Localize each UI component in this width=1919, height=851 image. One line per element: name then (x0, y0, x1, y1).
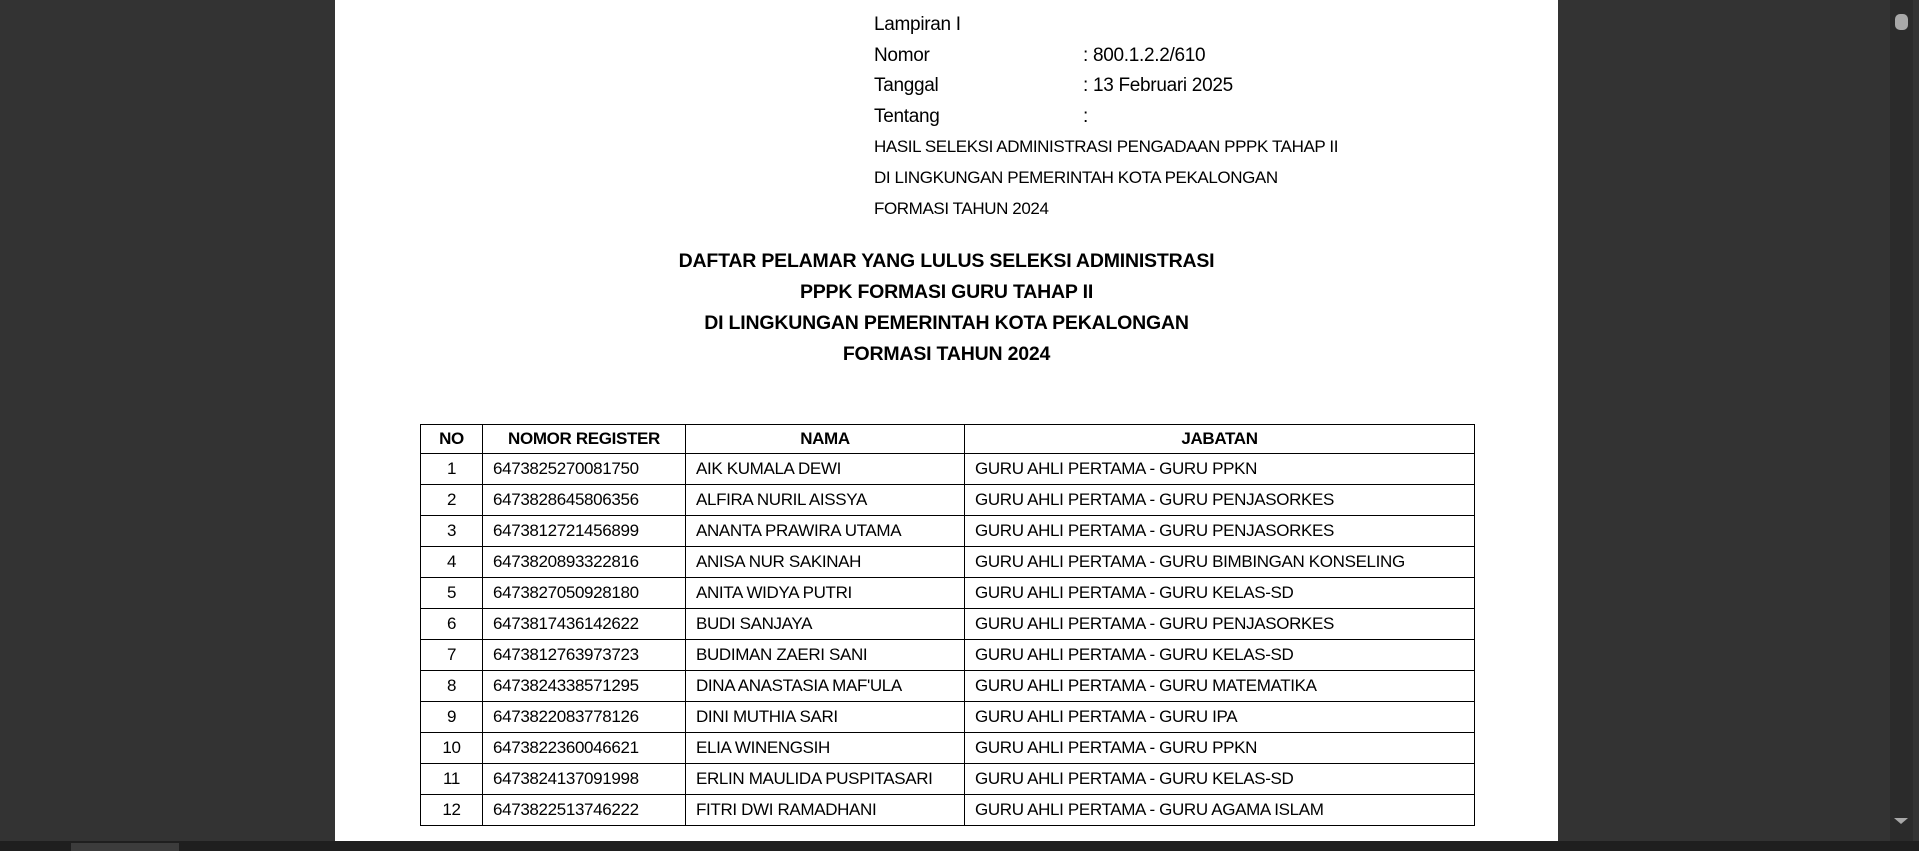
cell-nomor-register: 6473822083778126 (483, 702, 686, 733)
table-row (421, 671, 1475, 702)
cell-jabatan: GURU AHLI PERTAMA - GURU KELAS-SD (965, 640, 1475, 671)
cell-jabatan: GURU AHLI PERTAMA - GURU BIMBINGAN KONSELING (965, 547, 1475, 578)
cell-no: 3 (421, 516, 483, 547)
tentang-value: : (1083, 105, 1088, 127)
table-row (421, 764, 1475, 795)
cell-no: 10 (421, 733, 483, 764)
cell-jabatan: GURU AHLI PERTAMA - GURU PENJASORKES (965, 516, 1475, 547)
cell-jabatan: GURU AHLI PERTAMA - GURU PENJASORKES (965, 609, 1475, 640)
col-nomor-register: NOMOR REGISTER (483, 425, 686, 454)
cell-jabatan: GURU AHLI PERTAMA - GURU KELAS-SD (965, 578, 1475, 609)
cell-nama: AIK KUMALA DEWI (686, 454, 965, 485)
cell-no: 12 (421, 795, 483, 826)
horizontal-scrollbar[interactable] (0, 841, 1919, 851)
cell-nomor-register: 6473812763973723 (483, 640, 686, 671)
title-line: FORMASI TAHUN 2024 (842, 343, 1051, 365)
table-row (421, 733, 1475, 764)
cell-nama: ANANTA PRAWIRA UTAMA (686, 516, 965, 547)
nomor-label: Nomor (874, 44, 930, 66)
table-header-row (421, 425, 1475, 454)
cell-jabatan: GURU AHLI PERTAMA - GURU KELAS-SD (965, 764, 1475, 795)
cell-nama: DINI MUTHIA SARI (686, 702, 965, 733)
col-jabatan: JABATAN (965, 425, 1475, 454)
table-row (421, 795, 1475, 826)
pdf-page (335, 0, 1558, 841)
col-no: NO (421, 425, 483, 454)
scroll-down-arrow-icon[interactable] (1894, 818, 1908, 824)
cell-no: 9 (421, 702, 483, 733)
horizontal-scrollbar-thumb[interactable] (71, 843, 179, 851)
cell-no: 2 (421, 485, 483, 516)
attachment-header (874, 10, 1338, 224)
title-line: DI LINGKUNGAN PEMERINTAH KOTA PEKALONGAN (704, 312, 1189, 334)
table-row (421, 609, 1475, 640)
cell-jabatan: GURU AHLI PERTAMA - GURU AGAMA ISLAM (965, 795, 1475, 826)
table-row (421, 454, 1475, 485)
cell-no: 6 (421, 609, 483, 640)
cell-nomor-register: 6473812721456899 (483, 516, 686, 547)
cell-nama: ALFIRA NURIL AISSYA (686, 485, 965, 516)
table-row (421, 640, 1475, 671)
document-title (335, 246, 1558, 370)
cell-nomor-register: 6473817436142622 (483, 609, 686, 640)
subject-line: HASIL SELEKSI ADMINISTRASI PENGADAAN PPPK TAHAP II (874, 137, 1339, 157)
tanggal-value: : 13 Februari 2025 (1083, 75, 1233, 97)
cell-nama: FITRI DWI RAMADHANI (686, 795, 965, 826)
cell-nomor-register: 6473824137091998 (483, 764, 686, 795)
subject-line: DI LINGKUNGAN PEMERINTAH KOTA PEKALONGAN (874, 167, 1278, 187)
cell-nomor-register: 6473828645806356 (483, 485, 686, 516)
title-line: DAFTAR PELAMAR YANG LULUS SELEKSI ADMINISTRASI (678, 250, 1215, 272)
table-row (421, 516, 1475, 547)
table-row (421, 578, 1475, 609)
applicants-table (420, 424, 1475, 826)
cell-no: 4 (421, 547, 483, 578)
cell-nama: BUDIMAN ZAERI SANI (686, 640, 965, 671)
lampiran-label: Lampiran I (874, 14, 961, 35)
cell-nama: BUDI SANJAYA (686, 609, 965, 640)
cell-nama: ERLIN MAULIDA PUSPITASARI (686, 764, 965, 795)
cell-no: 8 (421, 671, 483, 702)
cell-nomor-register: 6473822513746222 (483, 795, 686, 826)
cell-no: 11 (421, 764, 483, 795)
vertical-scrollbar[interactable] (1890, 0, 1913, 841)
cell-no: 7 (421, 640, 483, 671)
table-row (421, 485, 1475, 516)
cell-no: 5 (421, 578, 483, 609)
cell-nomor-register: 6473827050928180 (483, 578, 686, 609)
cell-nama: DINA ANASTASIA MAF'ULA (686, 671, 965, 702)
cell-nomor-register: 6473822360046621 (483, 733, 686, 764)
cell-jabatan: GURU AHLI PERTAMA - GURU MATEMATIKA (965, 671, 1475, 702)
cell-nomor-register: 6473820893322816 (483, 547, 686, 578)
cell-jabatan: GURU AHLI PERTAMA - GURU PENJASORKES (965, 485, 1475, 516)
subject-line: FORMASI TAHUN 2024 (874, 198, 1049, 218)
cell-nomor-register: 6473825270081750 (483, 454, 686, 485)
cell-jabatan: GURU AHLI PERTAMA - GURU PPKN (965, 733, 1475, 764)
title-line: PPPK FORMASI GURU TAHAP II (799, 281, 1094, 303)
nomor-value: : 800.1.2.2/610 (1083, 44, 1206, 66)
scrollbar-thumb[interactable] (1895, 14, 1908, 30)
cell-nama: ANISA NUR SAKINAH (686, 547, 965, 578)
cell-no: 1 (421, 454, 483, 485)
cell-jabatan: GURU AHLI PERTAMA - GURU PPKN (965, 454, 1475, 485)
cell-jabatan: GURU AHLI PERTAMA - GURU IPA (965, 702, 1475, 733)
table-row (421, 702, 1475, 733)
cell-nomor-register: 6473824338571295 (483, 671, 686, 702)
col-nama: NAMA (686, 425, 965, 454)
cell-nama: ELIA WINENGSIH (686, 733, 965, 764)
table-body (421, 454, 1475, 826)
table-row (421, 547, 1475, 578)
tentang-label: Tentang (874, 105, 940, 127)
cell-nama: ANITA WIDYA PUTRI (686, 578, 965, 609)
tanggal-label: Tanggal (874, 75, 939, 97)
